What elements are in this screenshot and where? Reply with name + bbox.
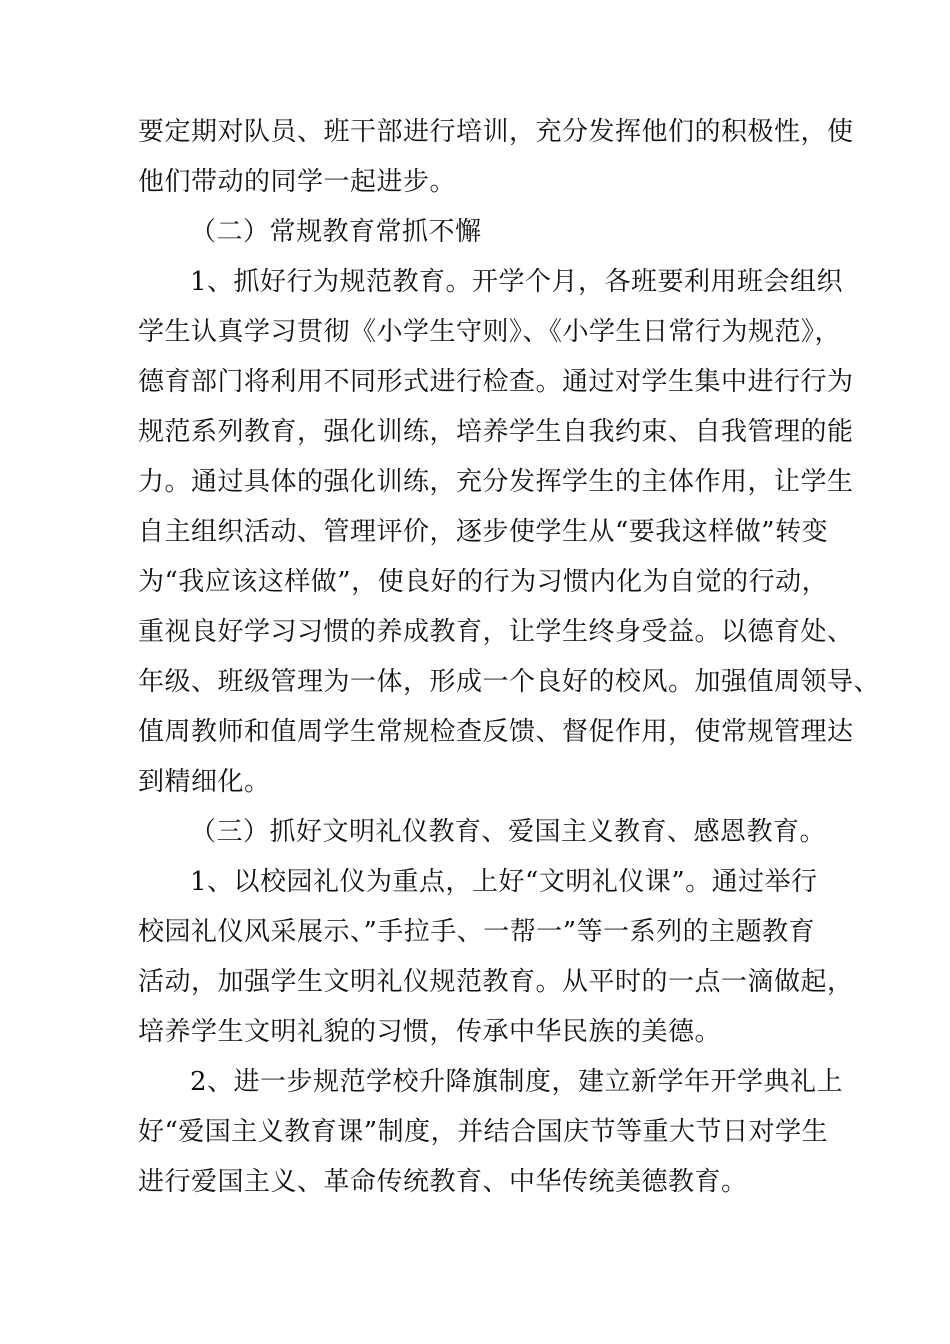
text-line: 自主组织活动、管理评价，逐步使学生从“要我这样做”转变 [138, 517, 829, 547]
text-line: 为“我应该这样做”，使良好的行为习惯内化为自觉的行动， [138, 567, 829, 597]
text-line: 学生认真学习贯彻《小学生守则》、《小学生日常行为规范》， [138, 317, 842, 347]
section-heading: （二）常规教育常抓不懈 [190, 217, 482, 247]
text-line: 年级、班级管理为一体，形成一个良好的校风。加强值周领导、 [138, 667, 881, 697]
text-line: 进行爱国主义、革命传统教育、中华传统美德教育。 [138, 1167, 748, 1197]
text-line: 到精细化。 [138, 767, 271, 797]
text-line: 要定期对队员、班干部进行培训，充分发挥他们的积极性，使 [138, 117, 854, 147]
text-line: 活动，加强学生文明礼仪规范教育。从平时的一点一滴做起， [138, 967, 854, 997]
text-line: 1、以校园礼仪为重点，上好“文明礼仪课”。通过举行 [190, 867, 818, 897]
text-line: 力。通过具体的强化训练，充分发挥学生的主体作用，让学生 [138, 467, 854, 497]
section-heading: （三）抓好文明礼仪教育、爱国主义教育、感恩教育。 [190, 817, 827, 847]
text-line: 值周教师和值周学生常规检查反馈、督促作用，使常规管理达 [138, 717, 854, 747]
text-line: 规范系列教育，强化训练，培养学生自我约束、自我管理的能 [138, 417, 854, 447]
text-line: 培养学生文明礼貌的习惯，传承中华民族的美德。 [138, 1017, 722, 1047]
text-line: 2、进一步规范学校升降旗制度，建立新学年开学典礼上 [190, 1067, 844, 1097]
text-line: 重视良好学习习惯的养成教育，让学生终身受益。以德育处、 [138, 617, 854, 647]
text-line: 他们带动的同学一起进步。 [138, 167, 457, 197]
text-line: 1、抓好行为规范教育。开学个月，各班要利用班会组织 [190, 267, 844, 297]
text-line: 德育部门将利用不同形式进行检查。通过对学生集中进行行为 [138, 367, 854, 397]
text-line: 校园礼仪风采展示、”手拉手、一帮一”等一系列的主题教育 [138, 917, 816, 947]
text-line: 好“爱国主义教育课”制度，并结合国庆节等重大节日对学生 [138, 1117, 829, 1147]
